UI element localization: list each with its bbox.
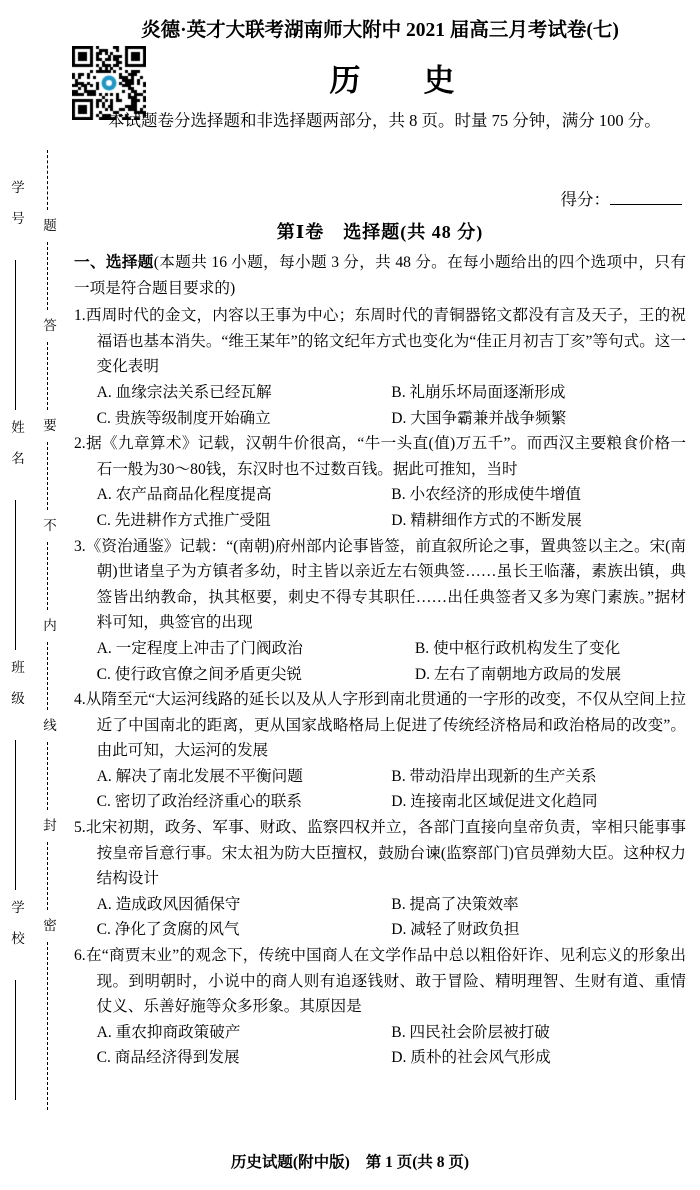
side-label-student-id: 学 号 [9, 180, 24, 227]
question-number: 4. [74, 691, 86, 709]
option-row [74, 662, 686, 688]
question-number: 6. [74, 947, 86, 965]
choice-section-rest: (本题共 16 小题，每小题 3 分，共 48 分。在每小题给出的四个选项中，只有一项是符合题目要求的) [74, 254, 686, 297]
option-row [74, 636, 686, 662]
answer-sheet-margin [0, 150, 70, 1110]
question-number: 1. [74, 307, 86, 325]
option-row [74, 482, 686, 508]
question-stem [74, 431, 686, 482]
option-d[interactable]: D. 连接南北区域促进文化趋同 [391, 793, 598, 811]
option-a[interactable]: A. 重农抑商政策破产 [96, 1023, 241, 1041]
seal-dashed-line [47, 942, 48, 1110]
side-label-school: 学 校 [9, 900, 24, 947]
seal-dashed-line [47, 542, 48, 610]
option-c[interactable]: C. 净化了贪腐的风气 [96, 921, 240, 939]
question-number: 5. [74, 819, 86, 837]
seal-word-0: 题 [41, 218, 56, 234]
choice-section-lead: 一、选择题 [74, 254, 154, 271]
question-options [74, 636, 686, 687]
question-text: 从隋至元“大运河线路的延长以及从人字形到南北贯通的一字形的改变，不仅从空间上拉近了中国南北的距离，更从国家战略格局上促进了传统经济格局和政治格局的改变”。由此可知，大运河的发展 [85, 691, 686, 760]
question-item [74, 943, 686, 1071]
option-c[interactable]: C. 密切了政治经济重心的联系 [96, 793, 302, 811]
side-label-name: 姓 名 [9, 420, 24, 467]
question-item [74, 815, 686, 943]
seal-dashed-line [47, 342, 48, 410]
question-stem [74, 534, 686, 636]
side-label-class: 班 级 [9, 660, 24, 707]
seal-word-3: 不 [41, 518, 56, 534]
seal-word-2: 要 [41, 418, 56, 434]
question-options [74, 892, 686, 943]
question-options [74, 764, 686, 815]
footer-page-number: 第 1 页(共 8 页) [365, 1154, 470, 1171]
option-a[interactable]: A. 造成政风因循保守 [96, 895, 241, 913]
option-d[interactable]: D. 大国争霸兼并战争频繁 [391, 409, 567, 427]
question-item [74, 534, 686, 688]
page-title: 炎德·英才大联考湖南师大附中 2021 届高三月考试卷(七) [141, 20, 619, 41]
question-text: 西周时代的金文，内容以王事为中心；东周时代的青铜器铭文都没有言及天子，王的祝福语也基本消失。“维王某年”的铭文纪年方式也变化为“佳正月初吉丁亥”等句式。这一变化表明 [85, 307, 686, 376]
question-text: 《资治通鉴》记载：“(南朝)府州部内论事皆签，前直叙所论之事，置典签以主之。宋(南朝)世诸皇子为方镇者多幼，时主皆以亲近左右领典签……虽长王临藩，素族出镇，典签皆出纳教命，执其枢要，刺史不得专其职任……出任典签者又多为寒门素族。”据材料可知，典签官的出现 [85, 537, 686, 632]
question-number: 3. [74, 537, 86, 555]
option-row [74, 917, 686, 943]
option-d[interactable]: D. 精耕细作方式的不断发展 [391, 511, 582, 529]
question-item [74, 303, 686, 431]
footer-subject: 历史试题 [230, 1154, 293, 1171]
page-footer [0, 1150, 700, 1172]
footer-version: (附中版) [292, 1154, 350, 1171]
question-options [74, 482, 686, 533]
option-b[interactable]: B. 使中枢行政机构发生了变化 [414, 639, 621, 657]
option-a[interactable]: A. 农产品商品化程度提高 [96, 486, 272, 504]
section-heading: 第Ⅰ卷 选择题(共 48 分) [276, 222, 484, 242]
seal-word-6: 封 [41, 818, 56, 834]
option-a[interactable]: A. 一定程度上冲击了门阀政治 [96, 639, 303, 657]
option-row [74, 508, 686, 534]
option-row [74, 380, 686, 406]
question-item [74, 687, 686, 815]
side-rule [15, 980, 16, 1100]
question-stem [74, 815, 686, 892]
option-d[interactable]: D. 减轻了财政负担 [391, 921, 520, 939]
option-row [74, 764, 686, 790]
question-text: 据《九章算术》记载，汉朝牛价很高，“牛一头直(值)万五千”。而西汉主要粮食价格一石一般为30～80钱，东汉时也不过数百钱。据此可推知，当时 [85, 435, 686, 478]
seal-word-4: 内 [41, 618, 56, 634]
seal-dashed-line [47, 242, 48, 310]
seal-word-1: 答 [41, 318, 56, 334]
option-row [74, 789, 686, 815]
exam-instructions: 本试题卷分选择题和非选择题两部分，共 8 页。时量 75 分钟，满分 100 分。 [108, 111, 661, 130]
score-label: 得分： [560, 190, 610, 209]
option-c[interactable]: C. 贵族等级制度开始确立 [96, 409, 271, 427]
seal-dashed-line [47, 842, 48, 910]
seal-word-5: 线 [41, 718, 56, 734]
seal-dashed-line [47, 150, 48, 210]
question-text: 在“商贾末业”的观念下，传统中国商人在文学作品中总以粗俗奸诈、见利忘义的形象出现。到明朝时，小说中的商人则有追逐钱财、敢于冒险、精明理智、生财有道、重情仗义、乐善好施等众多形象。其原因是 [85, 947, 686, 1016]
option-b[interactable]: B. 提高了决策效率 [391, 895, 519, 913]
option-b[interactable]: B. 四民社会阶层被打破 [391, 1023, 550, 1041]
seal-dashed-line [47, 742, 48, 810]
question-text: 北宋初期，政务、军事、财政、监察四权并立，各部门直接向皇帝负责，宰相只能事事按皇帝旨意行事。宋太祖为防大臣擅权，鼓励台谏(监察部门)官员弹劾大臣。这种权力结构设计 [85, 819, 686, 888]
option-b[interactable]: B. 带动沿岸出现新的生产关系 [391, 767, 597, 785]
question-options [74, 1020, 686, 1071]
option-c[interactable]: C. 使行政官僚之间矛盾更尖锐 [96, 665, 302, 683]
subject-title: 历 史 [329, 63, 471, 98]
side-rule [15, 500, 16, 650]
option-c[interactable]: C. 商品经济得到发展 [96, 1049, 240, 1067]
option-b[interactable]: B. 小农经济的形成使牛增值 [391, 486, 582, 504]
seal-dashed-line [47, 442, 48, 510]
option-d[interactable]: D. 质朴的社会风气形成 [391, 1049, 551, 1067]
question-stem [74, 303, 686, 380]
option-row [74, 406, 686, 432]
option-row [74, 1045, 686, 1071]
question-stem [74, 943, 686, 1020]
question-options [74, 380, 686, 431]
option-row [74, 1020, 686, 1046]
option-b[interactable]: B. 礼崩乐坏局面逐渐形成 [391, 383, 566, 401]
option-a[interactable]: A. 血缘宗法关系已经瓦解 [96, 383, 272, 401]
seal-word-7: 密 [41, 918, 56, 934]
seal-dashed-line [47, 642, 48, 710]
side-rule [15, 260, 16, 410]
option-d[interactable]: D. 左右了南朝地方政局的发展 [414, 665, 622, 683]
option-c[interactable]: C. 先进耕作方式推广受阻 [96, 511, 271, 529]
option-a[interactable]: A. 解决了南北发展不平衡问题 [96, 767, 303, 785]
side-rule [15, 740, 16, 890]
questions-body [74, 250, 686, 1071]
question-stem [74, 687, 686, 764]
score-field [561, 186, 683, 210]
question-number: 2. [74, 435, 86, 453]
choice-section-intro [74, 250, 686, 301]
question-item [74, 431, 686, 533]
score-blank [610, 188, 682, 205]
option-row [74, 892, 686, 918]
